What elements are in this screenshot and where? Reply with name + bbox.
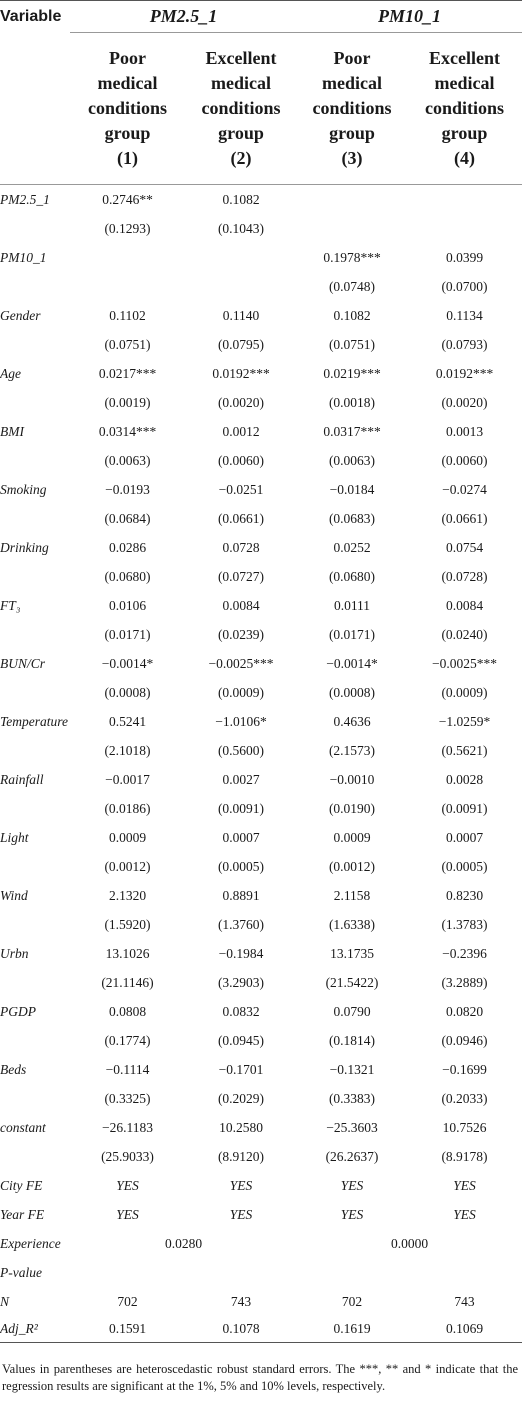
table-cell: 743 (454, 1293, 475, 1309)
table-cell: YES (229, 1206, 253, 1222)
row-label: Age (0, 365, 21, 381)
column-header-text: Poor (333, 48, 371, 68)
table-row (0, 736, 522, 765)
column-number: (2) (230, 148, 252, 168)
table-cell: 0.0286 (108, 539, 147, 555)
column-header-text: group (104, 123, 151, 143)
column-header-text: medical (211, 73, 271, 93)
table-cell: 0.0217*** (98, 365, 157, 381)
table-row (0, 475, 522, 504)
table-cell: 0.0192*** (435, 365, 494, 381)
table-cell: (0.1814) (328, 1032, 376, 1048)
table-cell: 743 (230, 1293, 252, 1309)
table-cell: 0.1140 (222, 307, 260, 323)
header-spacer (0, 33, 70, 185)
table-cell (297, 185, 407, 215)
table-row-pvalue (0, 1258, 522, 1287)
row-label: N (0, 1293, 10, 1309)
row-label (0, 794, 70, 823)
row-label: Year FE (0, 1206, 45, 1222)
table-cell: 0.0111 (333, 597, 371, 613)
row-label: Beds (0, 1061, 27, 1077)
row-label: City FE (0, 1177, 43, 1193)
table-row (0, 446, 522, 475)
row-label: Smoking (0, 481, 47, 497)
table-cell: (0.0060) (217, 452, 265, 468)
table-cell: 2.1158 (333, 887, 371, 903)
table-cell: 0.0012 (222, 423, 260, 439)
table-cell: (0.0008) (328, 684, 376, 700)
table-cell: (3.2889) (441, 974, 488, 990)
row-label: BUN/Cr (0, 655, 46, 671)
table-cell: 13.1735 (330, 945, 374, 961)
table-cell: 0.1082 (333, 307, 371, 323)
table-row (0, 591, 522, 620)
table-cell: 0.1134 (446, 307, 483, 323)
table-cell: (1.5920) (104, 916, 151, 932)
table-cell: 0.0007 (445, 829, 484, 845)
table-row (0, 939, 522, 968)
table-cell: (0.0091) (441, 800, 488, 816)
row-label (0, 852, 70, 881)
table-row (0, 417, 522, 446)
table-cell: YES (229, 1177, 253, 1193)
table-cell: (0.0012) (328, 858, 376, 874)
table-cell: (0.1293) (104, 220, 151, 236)
column-header-text: Excellent (205, 48, 277, 68)
table-cell: (0.0727) (217, 568, 265, 584)
table-cell: −25.3603 (326, 1119, 378, 1135)
table-row (0, 852, 522, 881)
row-label: PM2.5_1 (0, 191, 50, 207)
column-number: (4) (454, 148, 475, 168)
table-cell: (0.0795) (217, 336, 265, 352)
table-cell: 0.0007 (222, 829, 260, 845)
table-cell: 0.1069 (407, 1316, 522, 1343)
table-cell: 0.0219*** (323, 365, 381, 381)
table-cell: (0.0020) (217, 394, 265, 410)
table-row (0, 823, 522, 852)
table-cell: (1.6338) (328, 916, 376, 932)
table-row (0, 272, 522, 301)
group-header-pm10: PM10_1 (297, 1, 522, 33)
group-header-pm25: PM2.5_1 (70, 1, 297, 33)
table-cell: (0.0190) (328, 800, 376, 816)
table-cell: (0.2029) (217, 1090, 265, 1106)
table-cell (407, 185, 522, 215)
row-label (0, 620, 70, 649)
table-cell: 0.0106 (108, 597, 147, 613)
table-cell: −0.0017 (105, 771, 150, 787)
table-cell: (0.0793) (441, 336, 488, 352)
table-cell: −0.0025*** (208, 655, 274, 671)
table-cell: (0.0680) (328, 568, 376, 584)
table-cell: (0.0171) (104, 626, 151, 642)
column-header-text: group (329, 123, 375, 143)
table-row (0, 1316, 522, 1343)
row-label: Temperature (0, 713, 69, 729)
table-cell: (0.3325) (104, 1090, 151, 1106)
column-header-text: conditions (87, 98, 168, 118)
table-cell: 0.2746** (102, 191, 153, 207)
table-cell: 0.0192*** (212, 365, 270, 381)
table-row (0, 649, 522, 678)
table-cell: 0.1619 (297, 1316, 407, 1343)
table-row (0, 1026, 522, 1055)
table-cell: 10.2580 (219, 1119, 263, 1135)
table-cell: −0.0014* (101, 655, 154, 671)
row-label: Gender (0, 307, 41, 323)
table-cell: 0.8230 (445, 887, 484, 903)
row-label: constant (0, 1119, 46, 1135)
table-row (0, 185, 522, 215)
table-cell: 10.7526 (442, 1119, 487, 1135)
table-cell: 0.1082 (222, 191, 260, 207)
row-label (0, 562, 70, 591)
table-cell: −0.1984 (218, 945, 264, 961)
column-header-text: medical (322, 73, 382, 93)
table-cell: (0.0239) (217, 626, 265, 642)
table-cell: (0.0019) (104, 394, 151, 410)
table-cell: 13.1026 (105, 945, 150, 961)
table-cell: 0.0820 (445, 1003, 484, 1019)
table-cell: −0.1701 (218, 1061, 264, 1077)
table-cell: (0.0171) (328, 626, 376, 642)
table-cell: 0.5241 (108, 713, 147, 729)
table-cell: (0.0005) (217, 858, 265, 874)
table-row (0, 678, 522, 707)
table-cell: −0.1321 (329, 1061, 375, 1077)
table-cell: (0.0060) (441, 452, 488, 468)
table-cell: 0.0808 (108, 1003, 147, 1019)
table-row-experience (0, 1229, 522, 1258)
table-cell: YES (340, 1177, 364, 1193)
table-cell: (21.5422) (325, 974, 379, 990)
table-cell: (0.0748) (328, 278, 376, 294)
table-cell: 0.1102 (109, 307, 146, 323)
table-cell: (0.0946) (441, 1032, 488, 1048)
table-row (0, 243, 522, 272)
column-header-text: conditions (312, 98, 392, 118)
table-cell: (3.2903) (217, 974, 265, 990)
table-footnote: Values in parentheses are heteroscedastic robust standard errors. The ***, ** and * indicate that the regression results are significant at the 1%, 5% and 10% levels, respectively. (2, 1362, 518, 1393)
table-row (0, 214, 522, 243)
table-cell: 0.1078 (185, 1316, 297, 1343)
table-cell: 0.0027 (222, 771, 260, 787)
table-cell: (25.9033) (101, 1148, 154, 1164)
table-cell: (0.0018) (328, 394, 376, 410)
table-row (0, 1142, 522, 1171)
table-cell: (0.0240) (441, 626, 488, 642)
row-label (0, 504, 70, 533)
table-row (0, 881, 522, 910)
table-cell: (0.0683) (328, 510, 376, 526)
empty-cell (70, 1258, 522, 1287)
table-cell: 0.0009 (108, 829, 147, 845)
table-cell: −0.0010 (329, 771, 375, 787)
table-cell: (0.0005) (441, 858, 488, 874)
column-number: (1) (117, 148, 138, 168)
column-header-text: group (218, 123, 264, 143)
row-label (0, 968, 70, 997)
table-cell: YES (453, 1177, 476, 1193)
column-header-text: group (441, 123, 488, 143)
table-cell: (2.1018) (104, 742, 151, 758)
table-cell: YES (116, 1177, 139, 1193)
table-cell: −0.0025*** (432, 655, 497, 671)
table-cell: −0.0274 (442, 481, 487, 497)
table-row (0, 504, 522, 533)
table-cell: (0.3383) (328, 1090, 376, 1106)
table-row (0, 968, 522, 997)
table-cell: −0.1699 (442, 1061, 487, 1077)
table-cell: (0.0063) (328, 452, 376, 468)
row-label (0, 388, 70, 417)
table-cell: 0.0084 (445, 597, 484, 613)
row-label (0, 1142, 70, 1171)
table-row (0, 794, 522, 823)
table-cell: 2.1320 (108, 887, 147, 903)
table-row (0, 330, 522, 359)
table-cell (185, 272, 297, 301)
table-cell: (0.0008) (104, 684, 151, 700)
table-cell: 0.0084 (222, 597, 260, 613)
table-cell: (0.0661) (217, 510, 265, 526)
row-label: Drinking (0, 539, 49, 555)
table-cell: (0.0063) (104, 452, 151, 468)
row-label (0, 272, 70, 301)
column-header-text: conditions (201, 98, 281, 118)
table-cell: (8.9178) (441, 1148, 488, 1164)
table-cell: −0.0193 (105, 481, 150, 497)
table-cell: (0.0684) (104, 510, 151, 526)
table-cell: (0.0751) (328, 336, 376, 352)
row-label: Rainfall (0, 771, 44, 787)
experience-value: 0.0000 (390, 1235, 429, 1251)
table-row (0, 1200, 522, 1229)
column-header-text: medical (97, 73, 158, 93)
table-cell: (0.0945) (217, 1032, 265, 1048)
table-row (0, 1171, 522, 1200)
table-cell: −26.1183 (102, 1119, 153, 1135)
table-cell: 0.8891 (222, 887, 260, 903)
table-cell: (0.1043) (217, 220, 265, 236)
table-cell: (0.0020) (441, 394, 488, 410)
table-cell: (0.1774) (104, 1032, 151, 1048)
table-cell: 0.0009 (333, 829, 371, 845)
table-row (0, 997, 522, 1026)
column-header-2 (185, 33, 297, 185)
column-header-3 (297, 33, 407, 185)
row-label (0, 446, 70, 475)
column-header-4 (407, 33, 522, 185)
variable-header: Variable (0, 7, 62, 25)
column-header-text: conditions (424, 98, 505, 118)
table-cell: 702 (341, 1293, 363, 1309)
table-cell: 0.0790 (333, 1003, 371, 1019)
table-cell: (0.0009) (217, 684, 265, 700)
table-cell: (0.5621) (441, 742, 488, 758)
column-number: (3) (341, 148, 363, 168)
table-row (0, 910, 522, 939)
table-cell: (0.0012) (104, 858, 151, 874)
table-cell: −1.0259* (438, 713, 491, 729)
table-cell: 0.0013 (445, 423, 484, 439)
row-label (0, 910, 70, 939)
table-cell: 702 (117, 1293, 138, 1309)
experience-value: 0.0280 (164, 1235, 203, 1251)
row-label (0, 678, 70, 707)
table-cell: (21.1146) (101, 974, 154, 990)
table-cell: −0.0251 (218, 481, 264, 497)
row-label: Wind (0, 887, 28, 903)
table-row (0, 301, 522, 330)
table-cell: (0.0751) (104, 336, 151, 352)
table-cell: −0.0184 (329, 481, 375, 497)
table-row (0, 562, 522, 591)
column-header-text: Excellent (429, 48, 500, 68)
table-cell: (0.2033) (441, 1090, 488, 1106)
table-cell: YES (340, 1206, 364, 1222)
table-cell: (0.0009) (441, 684, 488, 700)
row-label (0, 330, 70, 359)
table-cell: −0.1114 (105, 1061, 150, 1077)
table-cell: 0.1591 (70, 1316, 185, 1343)
table-cell: 0.0832 (222, 1003, 260, 1019)
table-cell: 0.0754 (445, 539, 484, 555)
table-row (0, 765, 522, 794)
table-row (0, 359, 522, 388)
table-cell: (8.9120) (217, 1148, 265, 1164)
row-label: FT₃ (0, 597, 21, 613)
table-cell: 0.1978*** (323, 249, 381, 265)
row-label: P-value (0, 1264, 42, 1280)
table-body (0, 185, 522, 1343)
row-label (0, 214, 70, 243)
column-header-text: medical (434, 73, 495, 93)
table-cell: YES (453, 1206, 476, 1222)
table-cell (70, 272, 185, 301)
table-row (0, 1113, 522, 1142)
table-cell (297, 214, 407, 243)
column-header-1 (70, 33, 185, 185)
table-row (0, 707, 522, 736)
table-row (0, 1287, 522, 1316)
table-cell: (0.0728) (441, 568, 488, 584)
table-cell: −1.0106* (215, 713, 267, 729)
table-row (0, 1084, 522, 1113)
table-cell: YES (116, 1206, 139, 1222)
table-cell: 0.0252 (333, 539, 371, 555)
column-header-text: Poor (109, 48, 146, 68)
row-label: PGDP (0, 1003, 36, 1019)
row-label: Urbn (0, 945, 29, 961)
row-label: PM10_1 (0, 249, 47, 265)
table-row (0, 1055, 522, 1084)
table-cell: (0.0661) (441, 510, 488, 526)
table-cell (70, 243, 185, 272)
table-cell: (0.0700) (441, 278, 488, 294)
row-label: Light (0, 829, 29, 845)
row-label (0, 736, 70, 765)
table-cell: 0.0028 (445, 771, 484, 787)
row-label (0, 1026, 70, 1055)
row-label: BMI (0, 423, 24, 439)
table-row (0, 620, 522, 649)
row-label (0, 1084, 70, 1113)
table-cell: −0.0014* (326, 655, 378, 671)
row-label: Adj_R² (0, 1316, 70, 1343)
table-cell: (0.0091) (217, 800, 265, 816)
table-row (0, 388, 522, 417)
table-cell: 0.0317*** (323, 423, 381, 439)
table-cell: (2.1573) (328, 742, 376, 758)
table-cell: 0.0399 (445, 249, 484, 265)
row-label: Experience (0, 1235, 61, 1251)
table-cell (185, 243, 297, 272)
table-cell: (26.2637) (325, 1148, 379, 1164)
table-cell: (1.3760) (217, 916, 265, 932)
table-cell (407, 214, 522, 243)
table-row (0, 533, 522, 562)
table-cell: (0.0186) (104, 800, 151, 816)
table-cell: (1.3783) (441, 916, 488, 932)
table-cell: (0.5600) (217, 742, 265, 758)
table-cell: (0.0680) (104, 568, 151, 584)
table-cell: −0.2396 (442, 945, 487, 961)
table-cell: 0.0728 (222, 539, 260, 555)
table-cell: 0.4636 (333, 713, 371, 729)
table-cell: 0.0314*** (98, 423, 157, 439)
